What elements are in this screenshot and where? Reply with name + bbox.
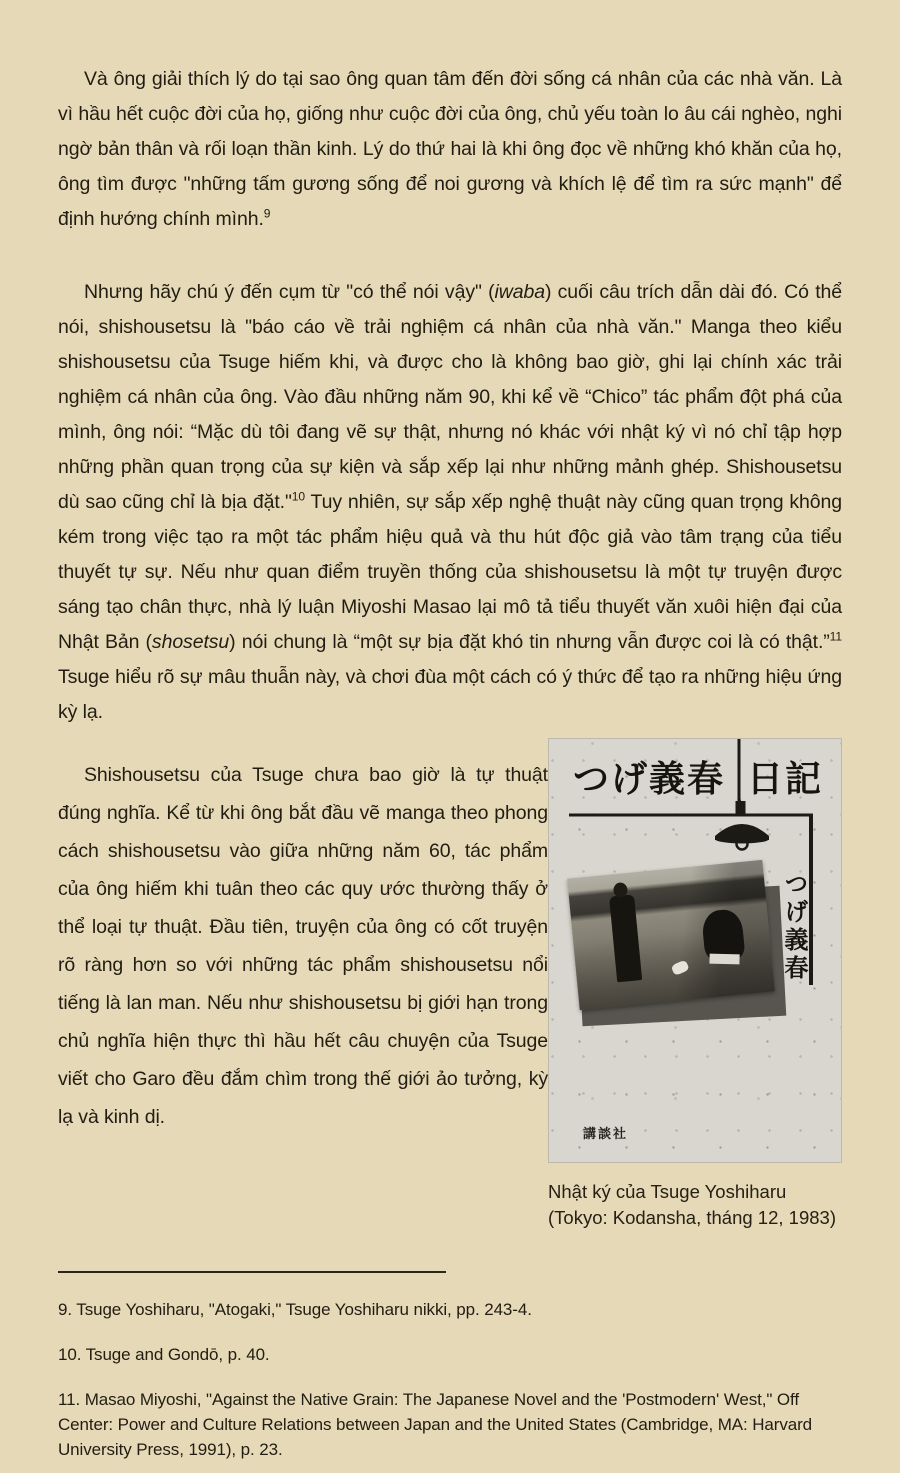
footnotes-section bbox=[58, 1297, 842, 1462]
figure-caption-line2: (Tokyo: Kodansha, tháng 12, 1983) bbox=[548, 1207, 836, 1228]
standing-figure bbox=[609, 894, 642, 982]
book-cover-image bbox=[548, 738, 842, 1163]
paragraph-2: Nhưng hãy chú ý đến cụm từ "có thể nói vậy" (iwaba) cuối câu trích dẫn dài đó. Có thể nói, shishousetsu là "báo cáo về trải nghiệm cá nhân của nhà văn." Manga theo kiểu shishousetsu của Tsuge hiếm khi, và được cho là không bao giờ, ghi lại chính xác trải nghiệm cá nhân của ông. Vào đầu những năm 90, khi kể về “Chico” tác phẩm đột phá của mình, ông nói: “Mặc dù tôi đang vẽ sự thật, nhưng nó khác với nhật ký vì nó chỉ tập hợp những phần quan trọng của sự kiện và sắp xếp lại như những mảnh ghép. Shishousetsu dù sao cũng chỉ là bịa đặt."$^{10}$ Tuy nhiên, sự sắp xếp nghệ thuật này cũng quan trọng không kém trong việc tạo ra một tác phẩm hiệu quả và thu hút độc giả vào tâm trạng của tiểu thuyết tự sự. Nếu như quan điểm truyền thống của shishousetsu là một tự truyện được sáng tạo chân thực, nhà lý luận Miyoshi Masao lại mô tả tiểu thuyết văn xuôi hiện đại của Nhật Bản (shosetsu) nói chung là “một sự bịa đặt khó tin nhưng vẫn được coi là có thật.”$^{11}$ Tsuge hiểu rõ sự mâu thuẫn này, và chơi đùa một cách có ý thức để tạo ra những hiệu ứng kỳ lạ. bbox=[58, 281, 843, 723]
footnote-9: 9. Tsuge Yoshiharu, "Atogaki," Tsuge Yoshiharu nikki, pp. 243-4. bbox=[58, 1300, 532, 1319]
crouching-figure bbox=[701, 908, 746, 962]
white-cat bbox=[671, 960, 690, 976]
figure-caption-line1: Nhật ký của Tsuge Yoshiharu bbox=[548, 1181, 787, 1202]
figure-caption bbox=[548, 1179, 842, 1231]
cover-title-author: つげ義春 bbox=[573, 758, 726, 800]
text-image-section bbox=[58, 738, 842, 1231]
paragraph-3: Shishousetsu của Tsuge chưa bao giờ là tự thuật đúng nghĩa. Kể từ khi ông bắt đầu vẽ manga theo phong cách shishousetsu vào giữa những năm 60, tác phẩm của ông hiếm khi tuân theo các quy ước thường thấy ở thể loại tự thuật. Đầu tiên, truyện của ông có cốt truyện rõ ràng hơn so với những tác phẩm shishousetsu nổi tiếng là lan man. Nếu như shishousetsu bị giới hạn trong chủ nghĩa hiện thực thì hầu hết câu chuyện của Tsuge viết cho Garo đều đắm chìm trong thế giới ảo tưởng, kỳ lạ và kinh dị. bbox=[58, 764, 548, 1128]
cover-spine-text: つげ義春 bbox=[780, 871, 809, 983]
cover-photo bbox=[567, 860, 775, 1010]
footnote-10: 10. Tsuge and Gondō, p. 40. bbox=[58, 1345, 270, 1364]
paragraph-1: Và ông giải thích lý do tại sao ông quan tâm đến đời sống cá nhân của các nhà văn. Là vì hầu hết cuộc đời của họ, giống như cuộc đời của ông, chủ yếu toàn lo âu cái nghèo, nghi ngờ bản thân và rối loạn thần kinh. Lý do thứ hai là khi ông đọc về những khó khăn của họ, ông tìm được "những tấm gương sống để noi gương và khích lệ để tìm ra sức mạnh" để định hướng chính mình.$^9$ bbox=[58, 68, 842, 230]
footnote-separator bbox=[58, 1271, 446, 1273]
cover-title-diary: 日記 bbox=[747, 758, 824, 800]
pendant-lamp-icon bbox=[715, 799, 769, 850]
cover-publisher: 講談社 bbox=[583, 1127, 629, 1142]
book-cover-figure bbox=[548, 738, 842, 1231]
footnote-11: 11. Masao Miyoshi, "Against the Native Grain: The Japanese Novel and the 'Postmodern' West," Off Center: Power and Culture Relations between Japan and the United States (Cambridge, MA: Harvard University Press, 1991), p. 23. bbox=[58, 1390, 813, 1459]
